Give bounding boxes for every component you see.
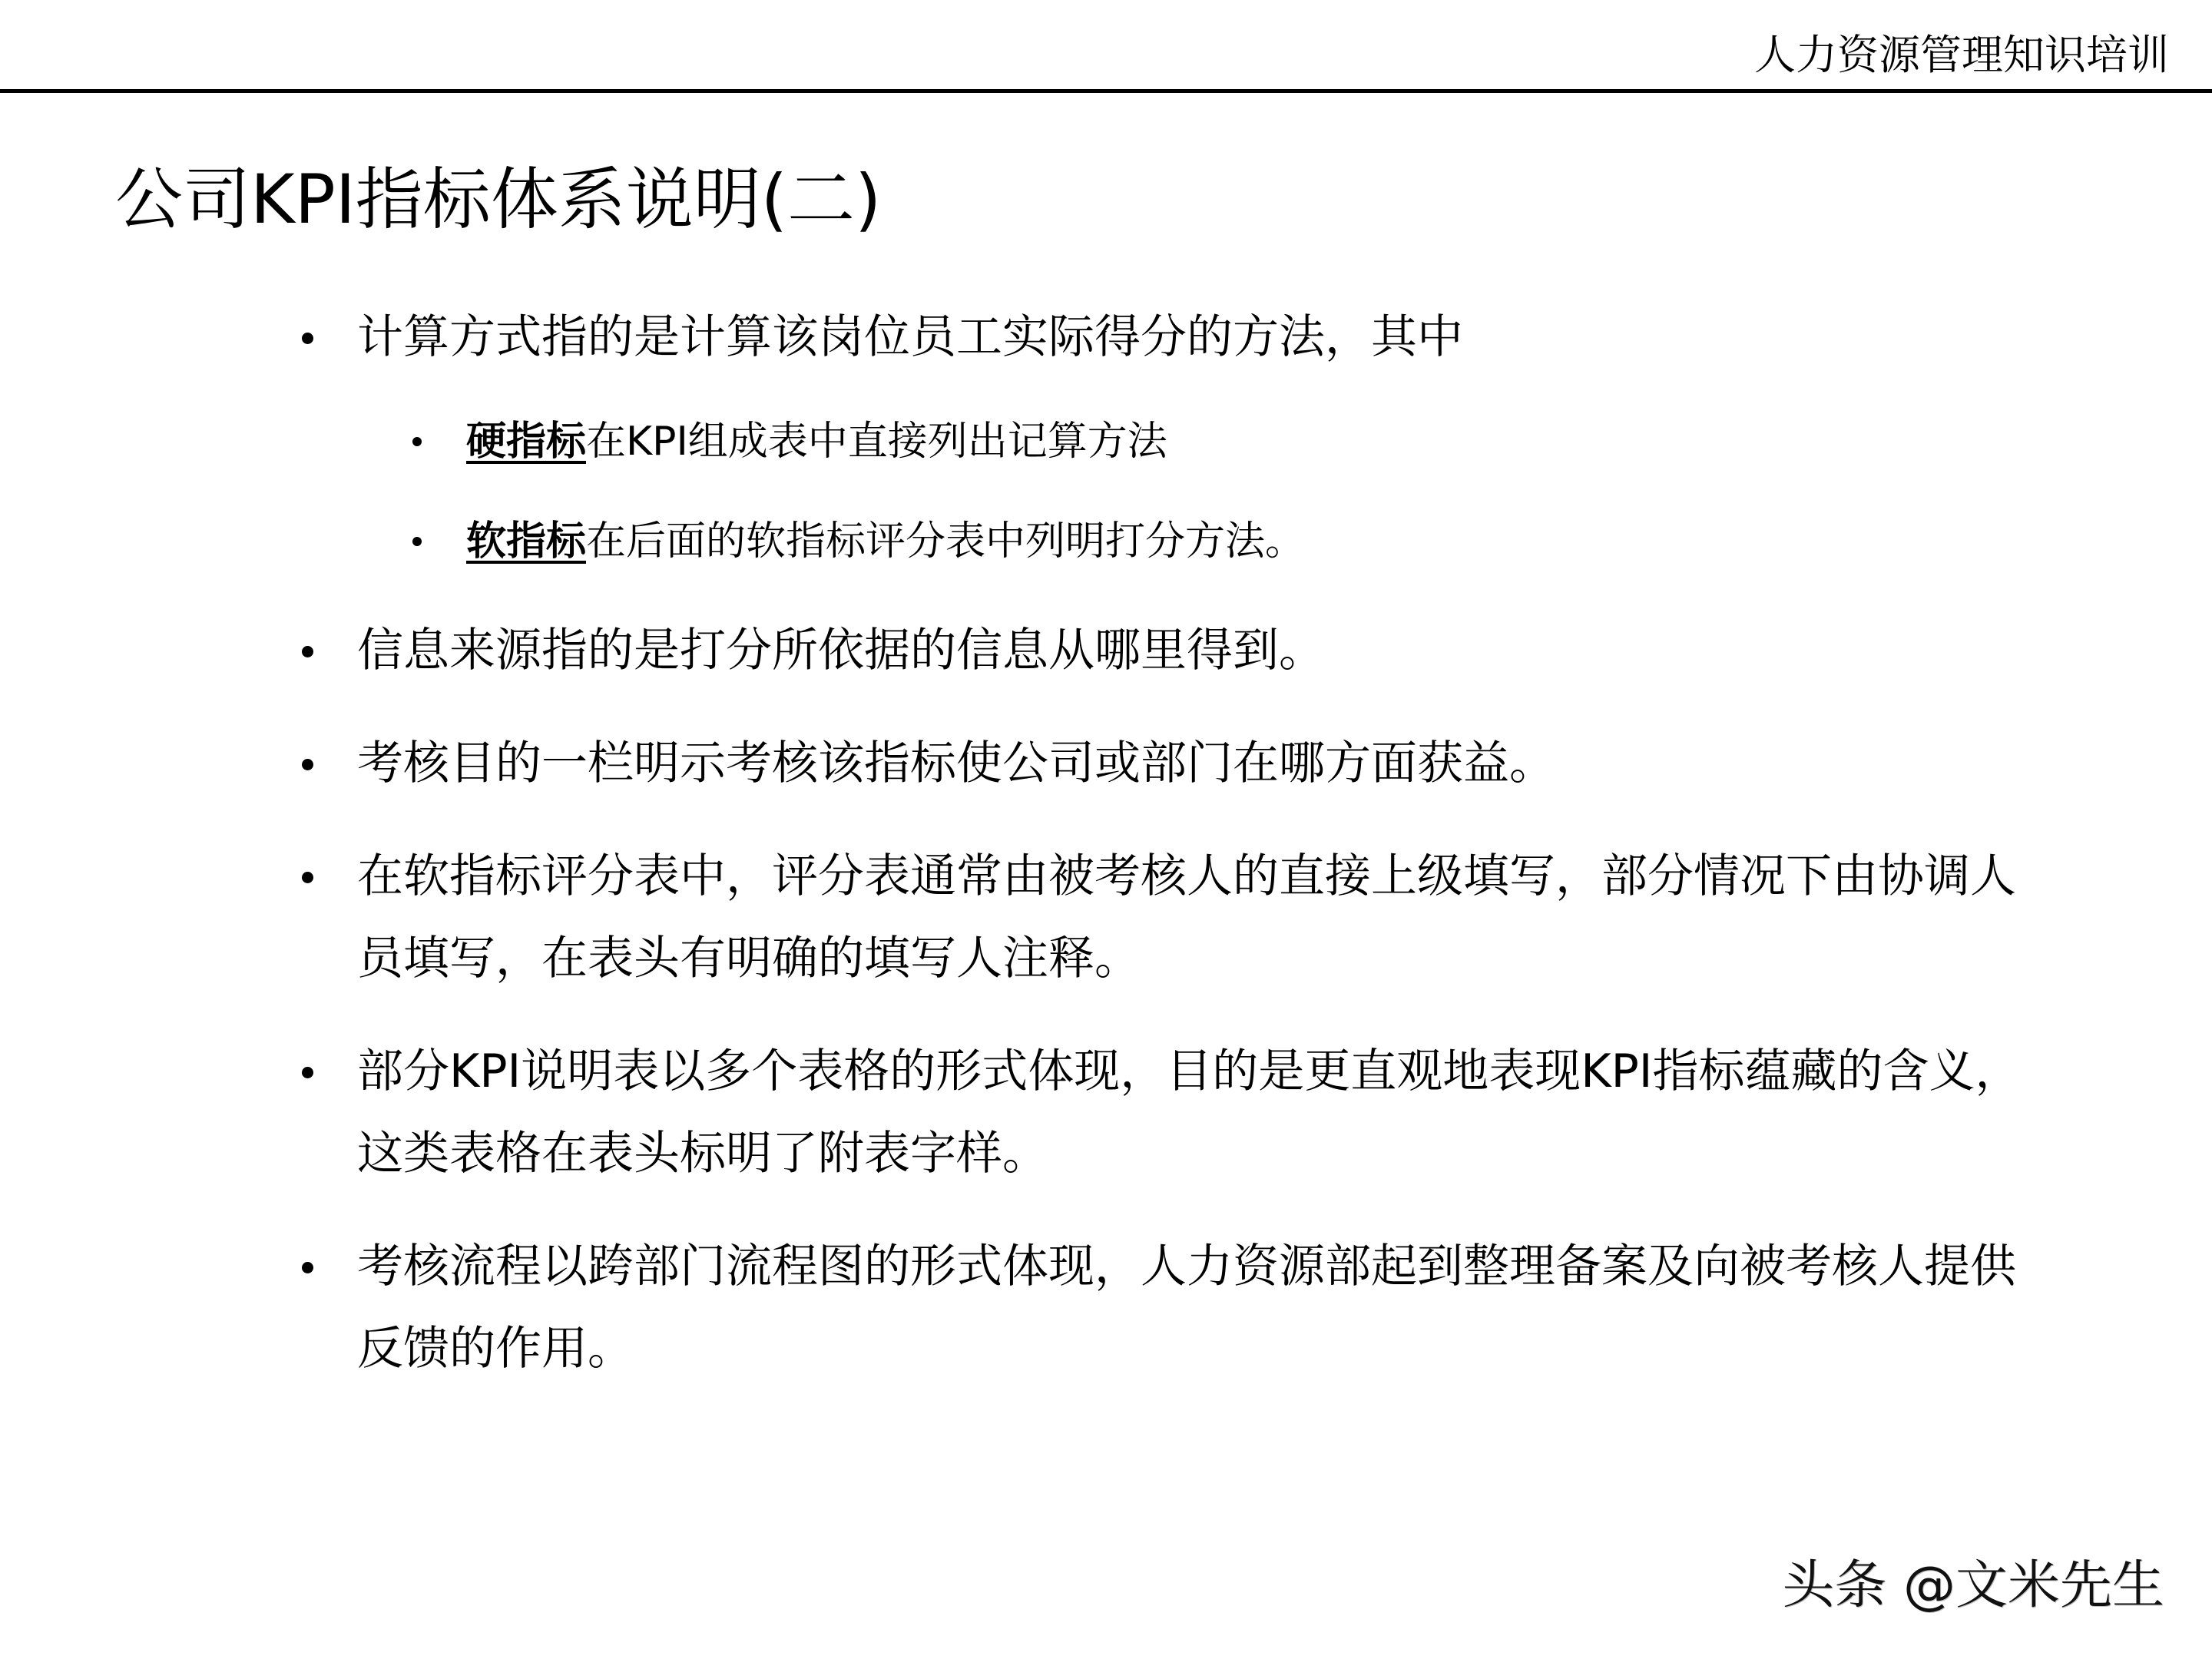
sub-bullet-icon (412, 437, 422, 446)
bullet-line: 这类表格在表头标明了附表字样。 (357, 1127, 1048, 1181)
soft-indicator-term: 软指标 (466, 518, 587, 565)
bullet-text (357, 1031, 2021, 1195)
bullet-line: 在软指标评分表中，评分表通常由被考核人的直接上级填写，部分情况下由协调人 (357, 849, 2016, 903)
bullet-icon (302, 872, 313, 883)
hard-indicator-term: 硬指标 (466, 419, 587, 465)
sub-bullet-text (466, 415, 1167, 469)
bullet-icon (302, 333, 313, 344)
sub-bullet-icon (412, 537, 422, 546)
bullet-line: 计算方式指的是计算该岗位员工实际得分的方法，其中 (357, 310, 1463, 364)
bullet-text (357, 723, 1555, 805)
bullet-text (357, 1226, 2016, 1390)
bullet-line: 部分KPI说明表以多个表格的形式体现，目的是更直观地表现KPI指标蕴藏的含义， (357, 1045, 2022, 1098)
watermark: 头条 @文米先生 (1782, 1555, 2164, 1616)
bullet-line: 考核流程以跨部门流程图的形式体现，人力资源部起到整理备案及向被考核人提供 (357, 1240, 2016, 1293)
bullet-icon (302, 1262, 313, 1273)
hard-indicator-description: 在KPI组成表中直接列出记算方法 (586, 419, 1167, 465)
soft-indicator-description: 在后面的软指标评分表中列明打分方法。 (586, 518, 1306, 565)
sub-bullet-text (466, 515, 1305, 568)
bullet-icon (302, 1067, 313, 1078)
bullet-text (357, 836, 2016, 1000)
bullet-icon (302, 646, 313, 657)
bullet-icon (302, 759, 313, 770)
header-title: 人力资源管理知识培训 (1754, 31, 2169, 79)
bullet-text (357, 610, 1325, 692)
bullet-line: 员填写，在表头有明确的填写人注释。 (357, 932, 1141, 985)
page-title: 公司KPI指标体系说明(二) (115, 160, 882, 239)
bullet-line: 反馈的作用。 (357, 1322, 634, 1376)
bullet-line: 信息来源指的是打分所依据的信息从哪里得到。 (357, 624, 1325, 677)
bullet-line: 考核目的一栏明示考核该指标使公司或部门在哪方面获益。 (357, 737, 1555, 790)
header-divider (0, 89, 2212, 93)
bullet-text (357, 296, 1463, 379)
